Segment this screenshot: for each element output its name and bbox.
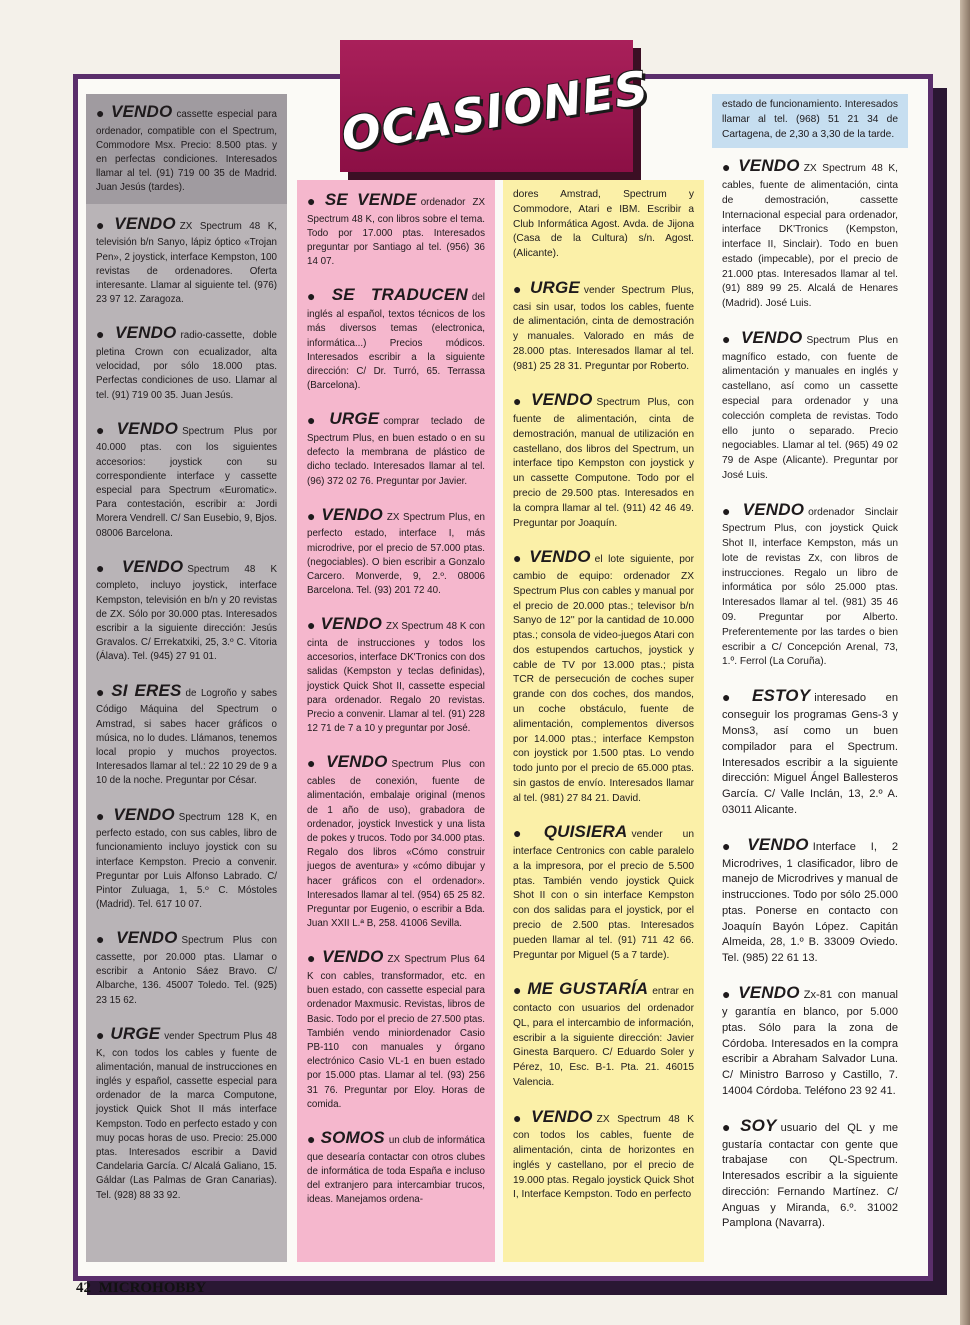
ad-keyword: SOY bbox=[740, 1115, 777, 1135]
ad-keyword: VENDO bbox=[742, 499, 805, 519]
page-footer bbox=[76, 1280, 206, 1300]
bullet-icon: ● bbox=[307, 193, 320, 209]
ad-text: dores Amstrad, Spectrum y Commodore, Atari e IBM. Escribir a Club Informática Agost. Avda. de Jijona (Casa de la Cultura) s/n. Agost. (Alicante). bbox=[513, 189, 694, 260]
ad-text: Spectrum Plus en magnífico estado, con fuente de alimentación y manuales en inglés y castellano, así como un cassette especial para ordenador y una colección completa de revistas. Todo ello junto o separado. Precio negociables. Llamar al tel. (965) 49 02 79 de Aspe (Alicante). Preguntar por José Luis. bbox=[722, 335, 898, 481]
classified-ad bbox=[513, 188, 694, 262]
ad-keyword: SE TRADUCEN bbox=[331, 285, 468, 305]
bullet-icon: ● bbox=[513, 550, 525, 567]
ad-text: Spectrum 128 K, en perfecto estado, con sus cables, libro de funcionamiento incluyo joystick con su interface Kempston. Precio a convenir. Preguntar por Luis Alfonso Labrado. C/ Pintor Zuluaga, 1, 5.º C. Móstoles (Madrid). Tel. 617 10 07. bbox=[96, 811, 277, 911]
classified-ad bbox=[712, 94, 908, 148]
classified-ad bbox=[722, 1114, 898, 1233]
bullet-icon: ● bbox=[96, 559, 117, 576]
ad-keyword: ESTOY bbox=[751, 686, 811, 706]
ad-text: ZX Spectrum Plus, en perfecto estado, interface I, más microdrive, por el precio de 57.000 ptas. (negociables). O bien escribir a Gonzalo Carcero. Monverde, 9, 2.º. 08006 Barcelona. Tel. (93) 201 72 40. bbox=[307, 511, 485, 597]
ad-keyword: QUISIERA bbox=[543, 822, 628, 842]
ad-keyword: VENDO bbox=[116, 418, 179, 438]
classified-ad bbox=[86, 94, 287, 204]
ad-text: ordenador ZX Spectrum 48 K, con libros sobre el tema. Todo por 17.000 ptas. Interesados preguntar por Santiago al tel. (956) 36 14 07. bbox=[307, 197, 485, 268]
bullet-icon: ● bbox=[307, 755, 322, 772]
classified-ad bbox=[96, 803, 277, 913]
classified-ad bbox=[307, 283, 485, 393]
ad-text: Spectrum 48 K completo, incluyo joystick, interface Kempston, televisión en b/n y 20 revistas de ZX. Sólo por 30.000 ptas. Interesados escribir a la siguiente dirección: Jesús Gravalos. C/ Errekatxiki, 25, 3.º C. Vitoria (Álava). Tel. (945) 27 91 01. bbox=[96, 563, 277, 663]
ad-text: usuario del QL y me gustaría contactar con gente que trabajase con QL-Spectrum. Interesados escribir a la siguiente dirección: Fernando Martínez. C/ Anguas y Miranda, 6.º. 31002 Pamplona (Navarra). bbox=[722, 1121, 898, 1230]
ad-text: radio-cassette, doble pletina Crown con ecualizador, alta velocidad, por sólo 18.000 ptas. Perfectas condiciones de uso. Llamar al tel. (91) 719 00 35. Juan Jesús. bbox=[96, 330, 277, 401]
ad-text: un club de informática que desearía contactar con otros clubes de informática de toda España e incluso del extranjero para intercambiar trucos, ideas. Manejamos ordena- bbox=[307, 1135, 485, 1206]
ad-keyword: URGE bbox=[110, 1023, 161, 1043]
ad-keyword: VENDO bbox=[110, 102, 173, 121]
classified-ad bbox=[722, 981, 898, 1100]
classified-ad bbox=[96, 417, 277, 541]
classified-ad bbox=[722, 326, 898, 484]
ad-text: Spectrum Plus con cassette, por 20.000 ptas. Llamar o escribir a Antonio Sáez Bravo. C/ Albarche, 136. 45007 Toledo. Tel. (925) 23 15 62. bbox=[96, 935, 277, 1006]
page-edge bbox=[960, 0, 970, 1325]
bullet-icon: ● bbox=[307, 617, 316, 634]
classified-ad bbox=[96, 321, 277, 402]
classified-ad bbox=[722, 684, 898, 818]
bullet-icon: ● bbox=[307, 950, 318, 967]
bullet-icon: ● bbox=[96, 105, 106, 121]
bullet-icon: ● bbox=[307, 507, 317, 524]
bullet-icon: ● bbox=[722, 1118, 736, 1135]
ad-text: ZX Spectrum 48 K, cables, fuente de alimentación, cinta de demostración, cassette Internacional especial para ordenador, interface DK'Tronics (Kempston, interface II, Sinclair). Todo en buen estado (impecable), por el precio de 21.000 ptas. Interesados llamar al tel. (91) 889 99 25. Alcalá de Henares (Madrid). José Luis. bbox=[722, 163, 898, 310]
ad-text: ZX Spectrum 48 K con todos los cables, fuente de alimentación, cinta de horizontes en inglés y castellano, por el precio de 19.000 ptas. Regalo joystick Quick Shot I, Interface Kempston. Todo en perfecto bbox=[513, 1113, 694, 1201]
ad-text: Spectrum Plus por 40.000 ptas. con los siguientes accesorios: joystick con su correspondiente interface y cassette especial para Spectrum «Euromatic». Para contestación, escribir a: Jordi Morera Vendrell. C/ San Eusebio, 9, Bjos. 08006 Barcelona. bbox=[96, 425, 277, 539]
classified-ad bbox=[722, 498, 898, 670]
ad-text: Spectrum Plus con cables de conexión, fuente de alimentación, embalaje original (menos de 1 año de uso), grabadora de ordenador, joystick Investick y una lista de pokes y trucos. Todo por 34.000 ptas. Regalo dos libros «Cómo construir juegos de aventura» y «cómo dibujar y hacer gráficos con el ordenador». Interesados llamar al tel. (954) 65 25 82. Preguntar por Eugenio, o escribir a Bda. Juan XXII L.ª B, 258. 41006 Sevilla. bbox=[307, 759, 485, 930]
ad-keyword: URGE bbox=[529, 277, 580, 297]
ad-text: cassette especial para ordenador, compatible con el Spectrum, Commodore Msx. Precio: 8.500 ptas. y en perfectas condiciones. Interesados llamar al tel. (91) 719 00 35 de Madrid. Juan Jesús (tardes). bbox=[96, 109, 277, 194]
classified-ad bbox=[513, 545, 694, 806]
column-2 bbox=[297, 180, 495, 1262]
ad-keyword: VENDO bbox=[738, 982, 800, 1002]
classified-ad bbox=[513, 388, 694, 531]
column-1 bbox=[86, 94, 287, 1262]
classified-ad bbox=[96, 926, 277, 1007]
bullet-icon: ● bbox=[722, 985, 734, 1002]
bullet-icon: ● bbox=[513, 280, 525, 297]
ad-keyword: URGE bbox=[329, 409, 380, 429]
ad-text: ZX Spectrum 48 K con cinta de instrucciones y todos los accesorios, interface DK'Tronics con dos salidas (Kempston y teclas definidas), joystick Quick Shot II, cassette especial para ordenador. Regalo 20 revistas. Precio a convenir. Llamar al tel. (91) 228 12 71 de 7 a 10 y preguntar por José. bbox=[307, 621, 485, 735]
ad-keyword: VENDO bbox=[747, 834, 809, 854]
ad-text: ZX Spectrum 48 K, televisión b/n Sanyo, lápiz óptico «Trojan Pen», 2 joystick, interface Kempston, 100 revistas de ordenadores. Oferta interesante. Llamar al siguiente tel. (976) 23 97 12. Zaragoza. bbox=[96, 220, 277, 306]
classified-ad bbox=[513, 276, 694, 375]
ad-keyword: VENDO bbox=[114, 213, 176, 233]
ad-keyword: VENDO bbox=[116, 928, 178, 948]
bullet-icon: ● bbox=[513, 982, 523, 999]
ad-keyword: VENDO bbox=[326, 752, 388, 772]
ad-keyword: VENDO bbox=[320, 614, 383, 634]
ad-keyword: VENDO bbox=[529, 547, 591, 567]
ad-keyword: VENDO bbox=[113, 804, 175, 824]
ad-text: ZX Spectrum Plus 64 K con cables, transformador, etc. en buen estado, con cassette especial para ordenador Maxmusic. Revistas, libros de Basic. Todo por el precio de 27.500 ptas. También vendo miniordenador Casio PB-110 con manuales y órgano electrónico Casio VL-1 en buen estado por 15.000 ptas. Llamar al tel. (93) 256 31 76. Preguntar por Eloy. Horas de comida. bbox=[307, 954, 485, 1110]
ad-keyword: VENDO bbox=[115, 323, 177, 343]
ad-keyword: VENDO bbox=[321, 504, 383, 524]
bullet-icon: ● bbox=[722, 331, 737, 348]
ad-text: vender Spectrum Plus 48 K, con todos los cables y fuente de alimentación, manual de instrucciones en inglés y español, cassette especial para ordenador de la marca Computone, joystick Quick Shot II más interface Kempston. Todo en perfecto estado y con muy pocas horas de uso. Precio: 25.000 ptas. Interesados escribir a David Candelaria García. C/ Alcalá Galiano, 15. Gáldar (Las Palmas de Gran Canarias). Tel. (928) 88 33 92. bbox=[96, 1030, 277, 1201]
column-3 bbox=[503, 180, 704, 1262]
section-title: OCASIONES bbox=[337, 60, 653, 162]
ad-keyword: ME GUSTARÍA bbox=[527, 979, 649, 999]
ad-text: del inglés al español, textos técnicos de los más diversos temas (electronica, informática...) Precios módicos. Interesados escribir a la siguiente dirección: C/ Dr. Turró, 65. Terrassa (Barcelona). bbox=[307, 292, 485, 392]
ad-text: Interface I, 2 Microdrives, 1 clasificador, libro de manejo de Microdrives y manual de instrucciones. Todo por sólo 25.000 ptas. Ponerse en contacto con Joaquín Bayón López. Capitán Almeida, 28, 1.º B. 33009 Oviedo. Tel. (985) 22 61 13. bbox=[722, 840, 898, 965]
classified-ad bbox=[307, 407, 485, 488]
ad-text: vender un interface Centronics con cable paralelo a la impresora, por el precio de 5.500 ptas. También vendo joystick Quick Shot II con o sin interface Kempston con dos salidas para el joystick, por el precio de 2.500 ptas. Interesados pueden llamar al tel. (91) 711 42 66. Preguntar por Miguel (5 a 7 tarde). bbox=[513, 829, 694, 961]
classified-ad bbox=[307, 945, 485, 1112]
bullet-icon: ● bbox=[96, 683, 107, 700]
ad-text: comprar teclado de Spectrum Plus, en buen estado o en su defecto la membrana de plástico de dicho teclado. Interesados llamar al tel. (96) 372 02 76. Preguntar por Javier. bbox=[307, 416, 485, 487]
classified-ad bbox=[513, 977, 694, 1090]
bullet-icon: ● bbox=[307, 1131, 316, 1148]
bullet-icon: ● bbox=[513, 1109, 527, 1126]
ad-keyword: VENDO bbox=[738, 156, 800, 176]
bullet-icon: ● bbox=[722, 837, 743, 854]
ad-keyword: VENDO bbox=[121, 556, 184, 576]
bullet-icon: ● bbox=[307, 288, 327, 305]
ad-keyword: VENDO bbox=[741, 328, 803, 348]
bullet-icon: ● bbox=[96, 216, 110, 233]
ad-keyword: VENDO bbox=[531, 1106, 593, 1126]
classified-ad bbox=[722, 154, 898, 312]
ad-keyword: VENDO bbox=[322, 947, 384, 967]
bullet-icon: ● bbox=[96, 326, 111, 343]
classified-ad bbox=[96, 212, 277, 308]
classified-ad bbox=[307, 188, 485, 269]
ad-text: el lote siguiente, por cambio de equipo: ordenador ZX Spectrum Plus con cables y manual por el precio de 20.000 ptas.; televisor b/n Sanyo de 12'' por la cantidad de 10.000 ptas.; consola de video-juegos Atari con dos estupendos cartuchos, joystick y cable de TV por 13.000 ptas.; pista TCR de persecución de coches super grande con dos coches, dos mandos, un coche obstáculo, fuente de alimentación, complementos diversos por 14.000 ptas.; interface Kempston con joystick por 1.500 ptas. Lo vendo todo junto por el precio de 65.000 ptas. sin gastos de envío. Interesados llamar al tel. (981) 27 84 21. David. bbox=[513, 554, 694, 804]
bullet-icon: ● bbox=[722, 502, 738, 519]
ad-keyword: SE VENDE bbox=[324, 190, 417, 209]
classified-ad bbox=[96, 679, 277, 789]
classified-ad bbox=[513, 1105, 694, 1204]
column-4 bbox=[712, 94, 908, 1262]
bullet-icon: ● bbox=[513, 393, 527, 410]
bullet-icon: ● bbox=[96, 1026, 106, 1043]
classified-ad bbox=[513, 820, 694, 963]
ad-text: Zx-81 con manual y garantía en blanco, por 5.000 ptas. Sólo para la zona de Córdoba. Interesados en la compra escribir a Abraham Salvador Luna. C/ Ministro Barroso y Castillo, 7. 14004 Córdoba. Teléfono 23 92 41. bbox=[722, 988, 898, 1097]
ad-keyword: VENDO bbox=[531, 390, 593, 410]
classified-ad bbox=[722, 833, 898, 967]
bullet-icon: ● bbox=[307, 412, 325, 429]
ad-text: entrar en contacto con usuarios del ordenador QL, para el intercambio de información, escribir a la siguiente dirección: Javier Ginesta Barquero. C/ Eduardo Soler y Pérez, 10, Esc. B-1. Pta. 21. 46015 Valencia. bbox=[513, 986, 694, 1088]
ad-text: vender Spectrum Plus, casi sin usar, todos los cables, fuente de alimentación, cinta de demostración y manuales. Valorado en más de 28.000 ptas. Interesados llamar al tel. (981) 25 28 31. Preguntar por Roberto. bbox=[513, 284, 694, 372]
classified-ad bbox=[307, 503, 485, 599]
magazine-name: MICROHOBBY bbox=[98, 1280, 207, 1296]
bullet-icon: ● bbox=[722, 159, 734, 176]
classified-ad bbox=[96, 1022, 277, 1203]
page-number: 42 bbox=[76, 1280, 91, 1296]
bullet-icon: ● bbox=[513, 825, 539, 842]
classified-ad bbox=[96, 555, 277, 665]
bullet-icon: ● bbox=[96, 421, 112, 438]
classified-ad bbox=[307, 750, 485, 931]
ad-text: ordenador Sinclair Spectrum Plus, con joystick Quick Shot II, interface Kempston, más un lote de revistas Zx, con libros de instrucciones. Regalo un libro de informática por sólo 25.000 ptas. Interesados llamar al tel. (981) 35 46 09. Preguntar por Alberto. Preferentemente por las tardes o bien escribir a C/ Concepción Arenal, 73, 1.º. Ferrol (La Coruña). bbox=[722, 506, 898, 668]
ad-text: Spectrum Plus, con fuente de alimentación, cinta de demostración, manual de utilización en castellano, dos libros del Spectrum, un interface tipo Kempston con joystick y un cassette Computone. Todo por el precio de 29.500 ptas. Interesados en la compra llamar al tel. (911) 42 46 49. Preguntar por Joaquín. bbox=[513, 397, 694, 529]
ad-text: de Logroño y sabes Código Máquina del Spectrum o Amstrad, si sabes hacer gráficos o música, no lo dudes. Llámanos, tenemos local propio y muchos proyectos. Interesados llamar al tel.: 22 10 29 de 9 a 10 de la noche. Preguntar por César. bbox=[96, 687, 277, 787]
bullet-icon: ● bbox=[96, 807, 109, 824]
ad-keyword: SI ERES bbox=[111, 680, 182, 700]
classified-ad bbox=[307, 1126, 485, 1207]
ad-text: estado de funcionamiento. Interesados llamar al tel. (968) 51 21 34 de Cartagena, de 2,30 a 3,30 de la tarde. bbox=[722, 99, 898, 140]
classified-ad bbox=[307, 612, 485, 736]
ad-keyword: SOMOS bbox=[320, 1128, 385, 1148]
bullet-icon: ● bbox=[96, 931, 112, 948]
ad-text: interesado en conseguir los programas Gens-3 y Mons3, así como un buen compilador para el Spectrum. Interesados escribir a la siguiente dirección: Miguel Ángel Ballesteros García. C/ Valle Inclán, 13, 2.º A. 03011 Alicante. bbox=[722, 692, 898, 816]
bullet-icon: ● bbox=[722, 689, 747, 706]
